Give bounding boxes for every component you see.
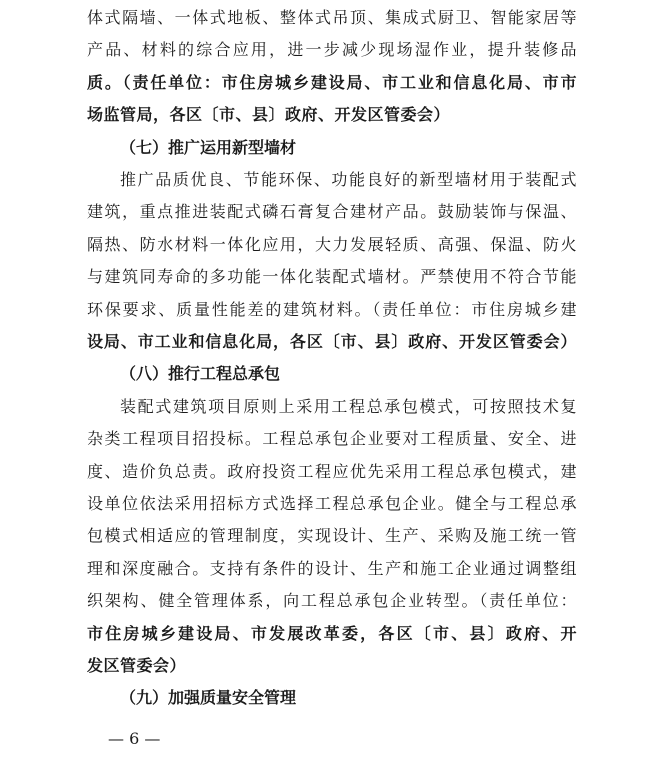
body-line-8: 隔热、防水材料一体化应用，大力发展轻质、高强、保温、防火: [87, 234, 577, 254]
body-line-6: 推广品质优良、节能环保、功能良好的新型墙材用于装配式: [120, 170, 577, 189]
body-line-19: 织架构、健全管理体系，向工程总承包企业转型。（责任单位：: [87, 591, 577, 611]
body-line-3: 质。（责任单位：市住房城乡建设局、市工业和信息化局、市市: [87, 72, 577, 92]
body-line-18: 理和深度融合。支持有条件的设计、生产和施工企业通过调整组: [87, 558, 577, 578]
body-line-20: 市住房城乡建设局、市发展改革委，各区〔市、县〕政府、开: [87, 623, 577, 643]
body-line-9: 与建筑同寿命的多功能一体化装配式墙材。严禁使用不符合节能: [87, 267, 577, 287]
body-line-13: 装配式建筑项目原则上采用工程总承包模式，可按照技术复: [120, 396, 577, 416]
body-line-10: 环保要求、质量性能差的建筑材料。（责任单位：市住房城乡建: [87, 299, 577, 319]
body-line-21: 发区管委会）: [87, 656, 187, 675]
body-line-11: 设局、市工业和信息化局，各区〔市、县〕政府、开发区管委会）: [87, 332, 577, 351]
body-line-14: 杂类工程项目招投标。工程总承包企业要对工程质量、安全、进: [87, 429, 577, 449]
section-heading-9: （九）加强质量安全管理: [120, 688, 297, 708]
body-line-4: 场监管局，各区〔市、县〕政府、开发区管委会）: [87, 105, 451, 125]
body-line-1: 体式隔墙、一体式地板、整体式吊顶、集成式厨卫、智能家居等: [87, 8, 577, 27]
section-heading-7: （七）推广运用新型墙材: [120, 137, 297, 157]
body-line-7: 建筑，重点推进装配式磷石膏复合建材产品。鼓励装饰与保温、: [87, 202, 577, 222]
section-heading-8: （八）推行工程总承包: [120, 364, 281, 384]
body-line-2: 产品、材料的综合应用，进一步减少现场湿作业，提升装修品: [87, 40, 577, 60]
body-line-16: 设单位依法采用招标方式选择工程总承包企业。健全与工程总承: [87, 494, 577, 513]
page-number: — 6 —: [108, 729, 161, 748]
body-line-15: 度、造价负总责。政府投资工程应优先采用工程总承包模式，建: [87, 461, 577, 481]
body-line-17: 包模式相适应的管理制度，实现设计、生产、采购及施工统一管: [87, 526, 577, 546]
